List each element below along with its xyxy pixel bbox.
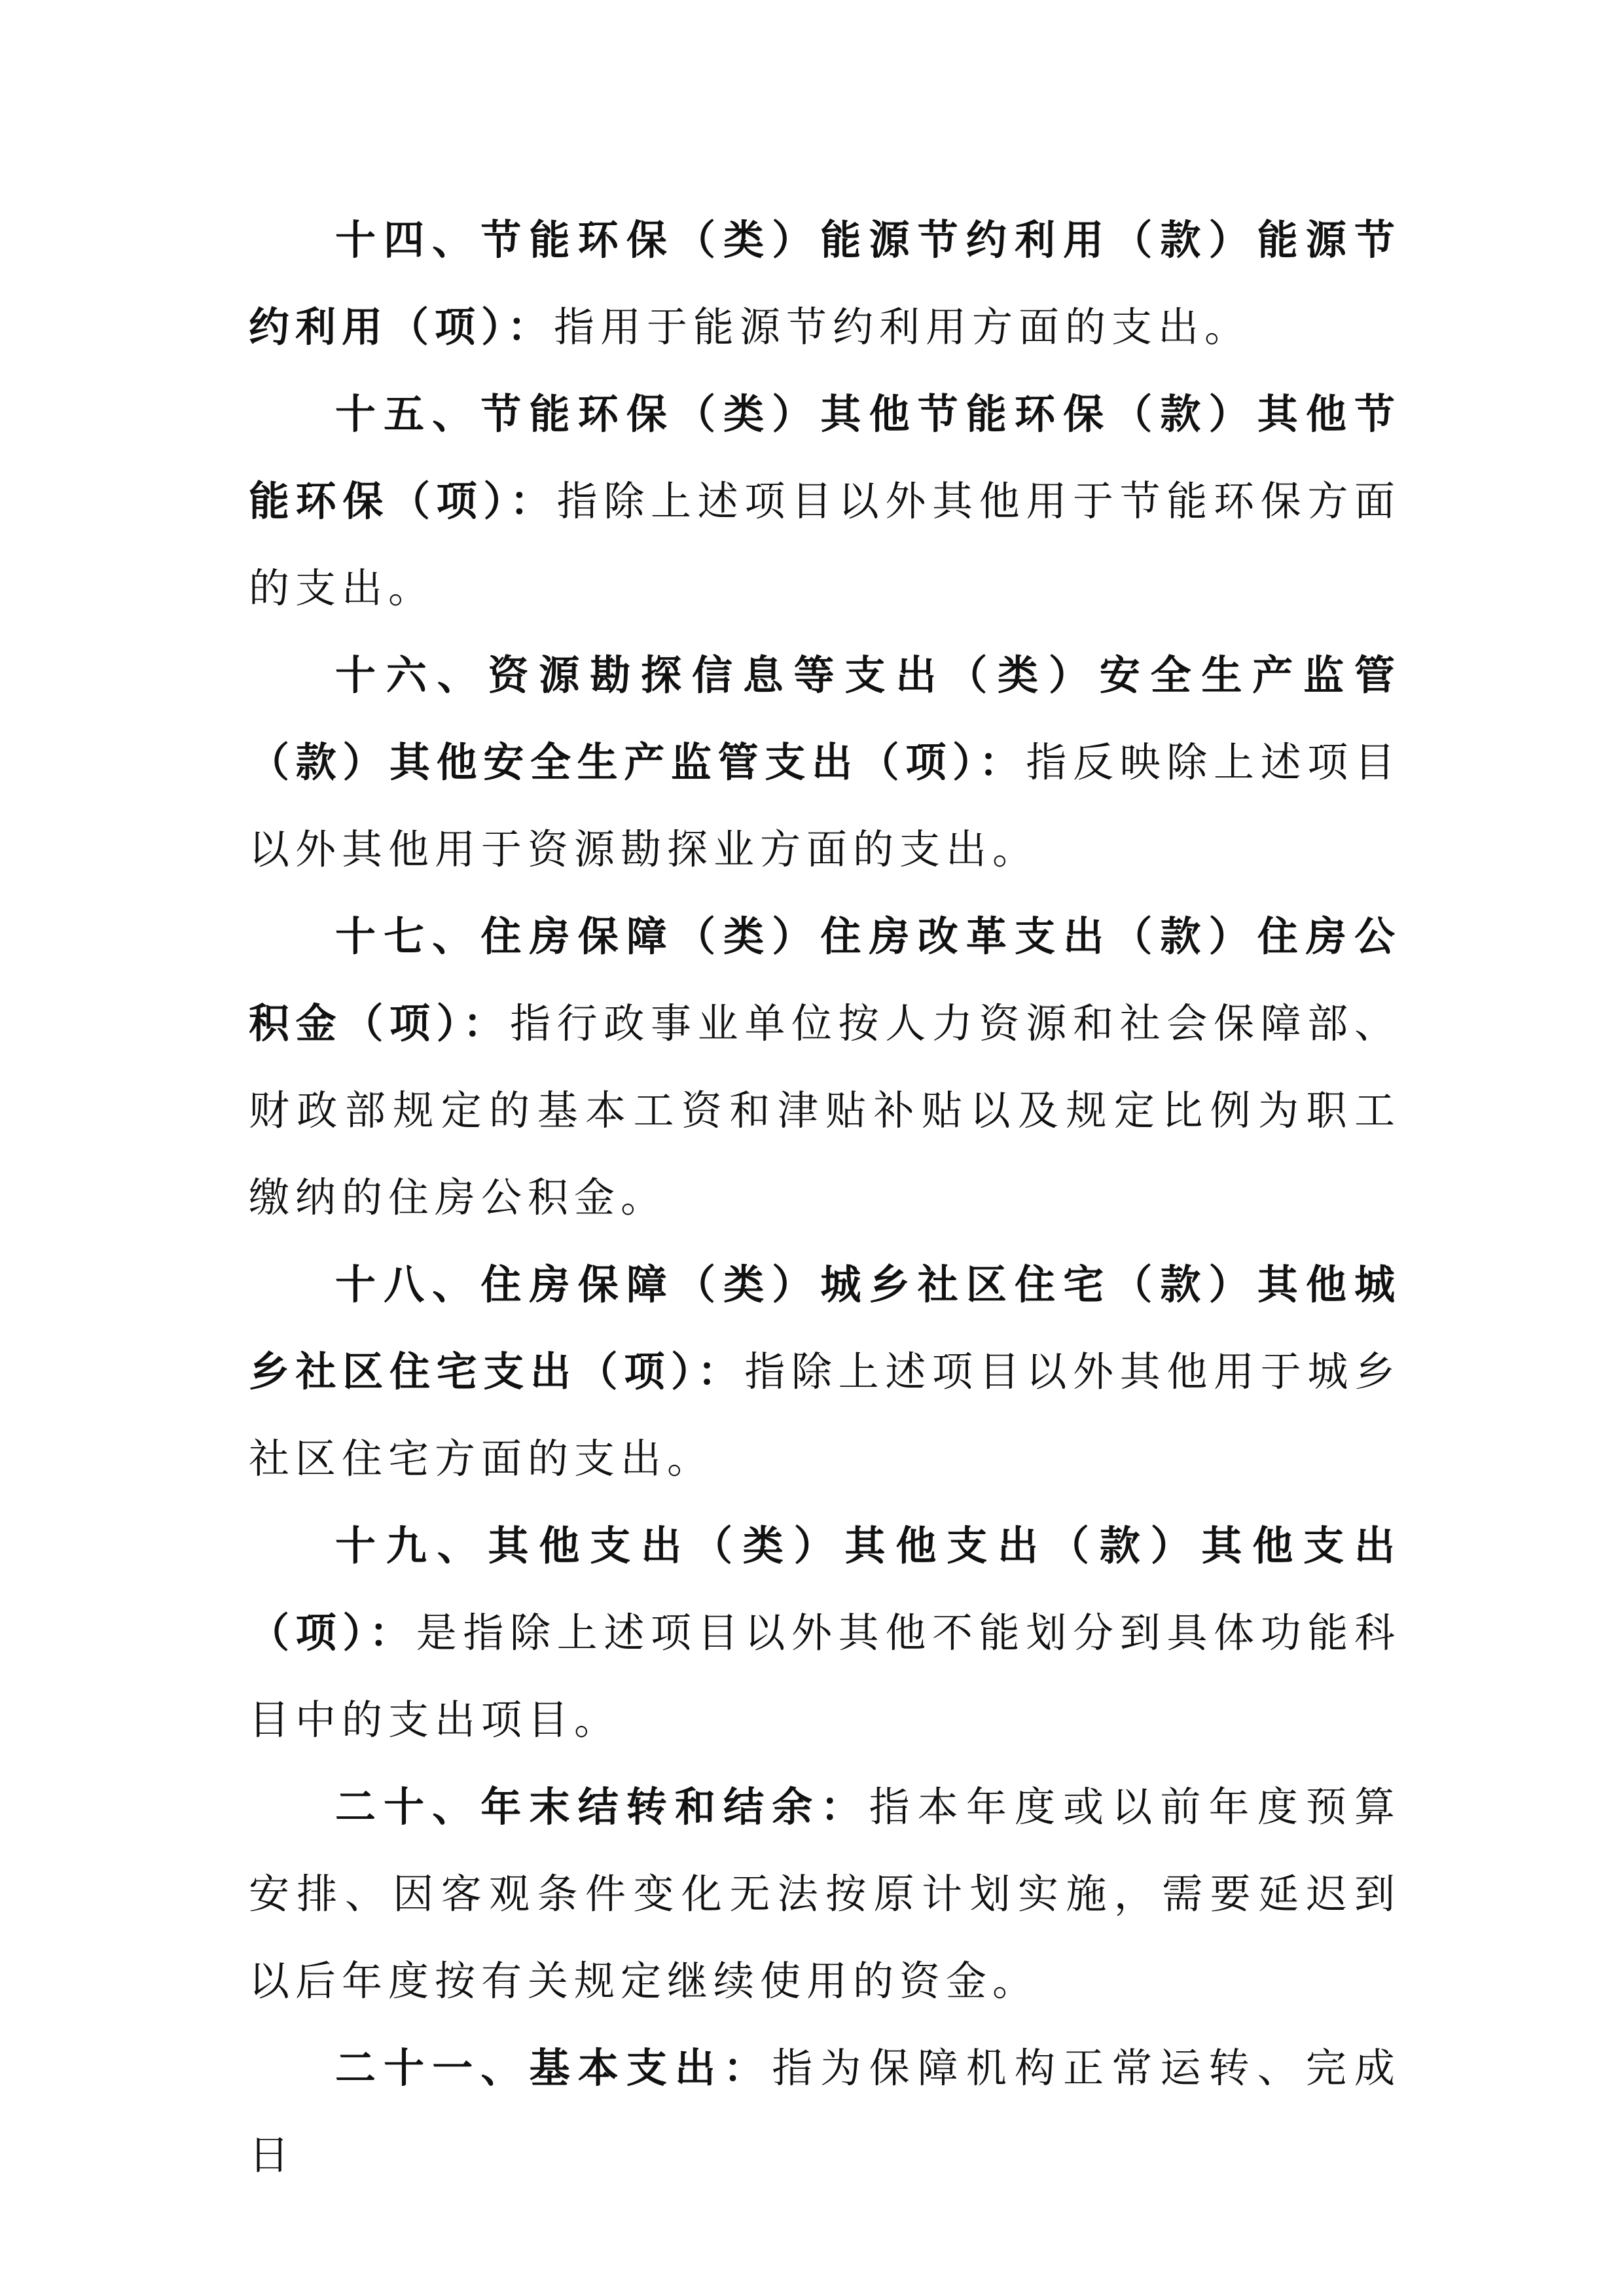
paragraph-heading: 十八、住房保障（类）城乡社区住宅（款）其他城乡社区住宅支出（项）： bbox=[249, 1261, 1401, 1395]
paragraph-15 bbox=[249, 370, 1401, 632]
paragraph-14 bbox=[249, 196, 1401, 370]
paragraph-text: 指反映除上述项目以外其他用于资源勘探业方面的支出。 bbox=[249, 738, 1401, 873]
paragraph-text: 指除上述项目以外其他用于节能环保方面的支出。 bbox=[249, 477, 1401, 612]
paragraph-18 bbox=[249, 1241, 1401, 1502]
paragraph-text: 是指除上述项目以外其他不能划分到具体功能科目中的支出项目。 bbox=[249, 1609, 1401, 1744]
paragraph-text: 指本年度或以前年度预算安排、因客观条件变化无法按原计划实施，需要延迟到以后年度按有关规定继续使用的资金。 bbox=[249, 1783, 1401, 2005]
paragraph-heading: 十六、资源勘探信息等支出（类）安全生产监管（款）其他安全生产监管支出（项）： bbox=[249, 651, 1401, 786]
paragraph-17 bbox=[249, 893, 1401, 1241]
document-page bbox=[249, 196, 1401, 2198]
paragraph-heading: 十五、节能环保（类）其他节能环保（款）其他节能环保（项）： bbox=[249, 390, 1401, 525]
paragraph-text: 指除上述项目以外其他用于城乡社区住宅方面的支出。 bbox=[249, 1348, 1401, 1482]
paragraph-16 bbox=[249, 632, 1401, 893]
paragraph-text: 指为保障机构正常运转、完成日 bbox=[249, 2044, 1401, 2179]
paragraph-heading: 十七、住房保障（类）住房改革支出（款）住房公积金（项）： bbox=[249, 912, 1401, 1047]
paragraph-heading: 二十、年末结转和结余： bbox=[335, 1783, 869, 1831]
paragraph-19 bbox=[249, 1502, 1401, 1763]
paragraph-heading: 十四、节能环保（类）能源节约利用（款）能源节约利用（项）： bbox=[249, 216, 1401, 351]
paragraph-text: 指行政事业单位按人力资源和社会保障部、财政部规定的基本工资和津贴补贴以及规定比例为职工缴纳的住房公积金。 bbox=[249, 999, 1401, 1221]
paragraph-heading: 十九、其他支出（类）其他支出（款）其他支出（项）： bbox=[249, 1522, 1401, 1657]
paragraph-21 bbox=[249, 2024, 1401, 2198]
paragraph-heading: 二十一、基本支出： bbox=[335, 2044, 772, 2092]
paragraph-20 bbox=[249, 1763, 1401, 2024]
paragraph-text: 指用于能源节约利用方面的支出。 bbox=[554, 303, 1252, 351]
